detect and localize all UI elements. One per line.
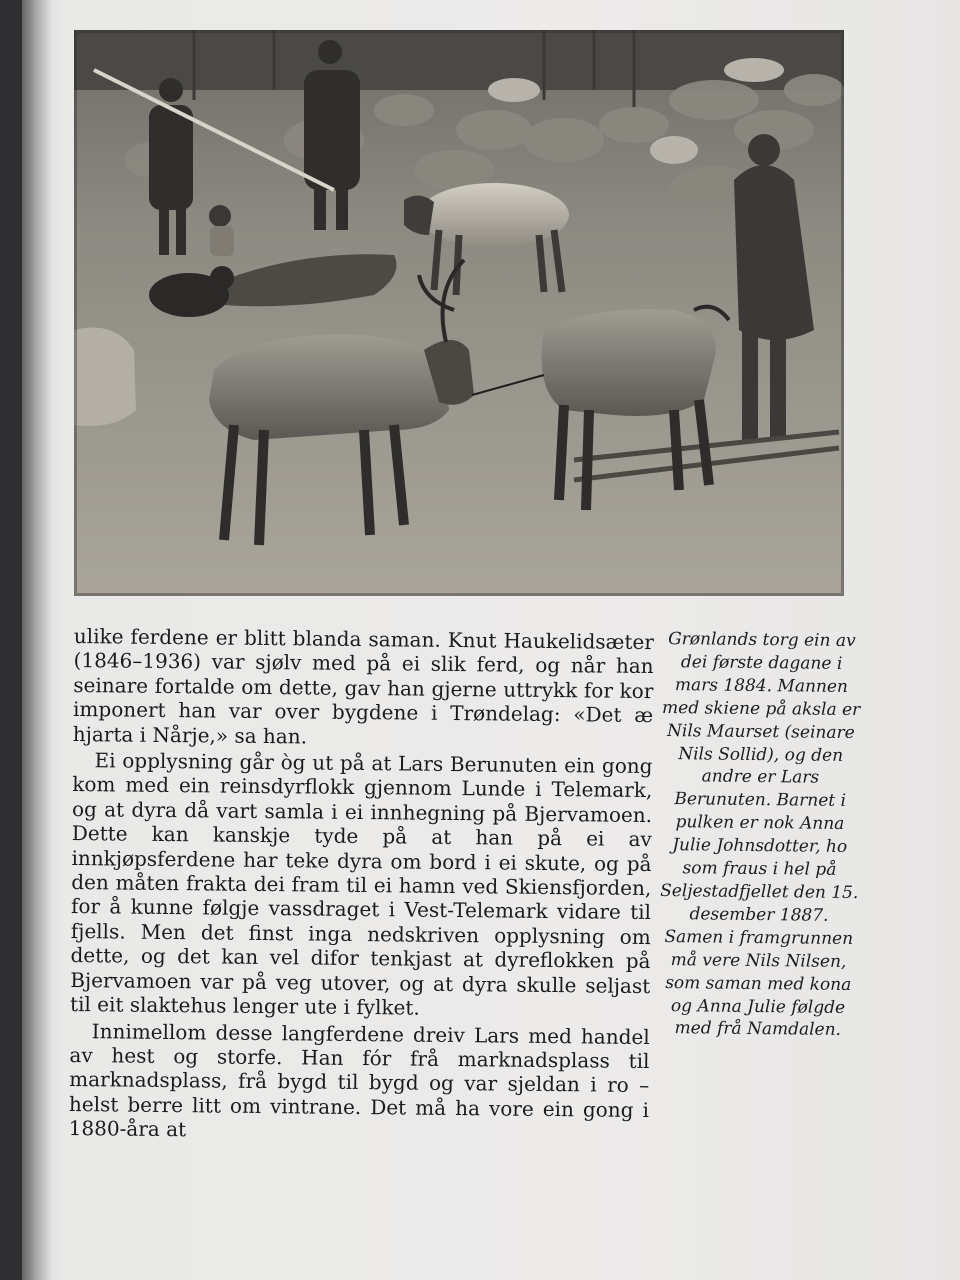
paragraph-3: Innimellom desse langferdene dreiv Lars med handel av hest og storfe. Han fór frå marknadsplass til marknadsplass, frå bygd til bygd og var sjeldan i ro – helst berre litt om vintrane. Det må ha vore ein gong i 1880-åra at <box>68 1018 650 1142</box>
book-spine-shadow <box>22 0 52 1280</box>
reindeer-herd-photo <box>74 30 844 596</box>
book-page <box>22 0 960 1280</box>
photo-illustration <box>74 30 844 596</box>
body-text <box>69 624 654 1147</box>
photo-caption: Grønlands torg ein av dei første dagane i mars 1884. Mannen med skiene på aksla er Nils Maurset (seinare Nils Sollid), og den andre er Lars Berunuten. Barnet i pulken er nok Anna Julie Johnsdotter, ho som fraus i hel på Seljestadfjellet den 15. desember 1887. Samen i framgrunnen må vere Nils Nilsen, som saman med kona og Anna Julie følgde med frå Namdalen. <box>660 629 861 1041</box>
paragraph-2: Ei opplysning går òg ut på at Lars Berunuten ein gong kom med ein reinsdyrflokk gjennom Lunde i Telemark, og at dyra då vart samla i ei innhegning på Bjervamoen. Dette kan kanskje tyde på at han på ei av innkjøpsferdene har teke dyra om bord i ei skute, og på den måten frakta dei fram til ei hamn ved Skiensfjorden, for å kunne følgje vassdraget i Vest-Telemark vidare til fjells. Men det finst inga nedskriven opplysning om dette, og det kan vel difor tenkjast at dyreflokken på Bjervamoen var på veg utover, og at dyra skulle seljast til eit slaktehus lenger ute i fylket. <box>69 748 653 1020</box>
paragraph-1: ulike ferdene er blitt blanda saman. Knut Haukelidsæter (1846–1936) var sjølv med på ei slik ferd, og når han seinare fortalde om dette, gav han gjerne uttrykk for kor imponert han var over bygdene i Trøndelag: «Det æ hjarta i Nårje,» sa han. <box>72 624 654 749</box>
